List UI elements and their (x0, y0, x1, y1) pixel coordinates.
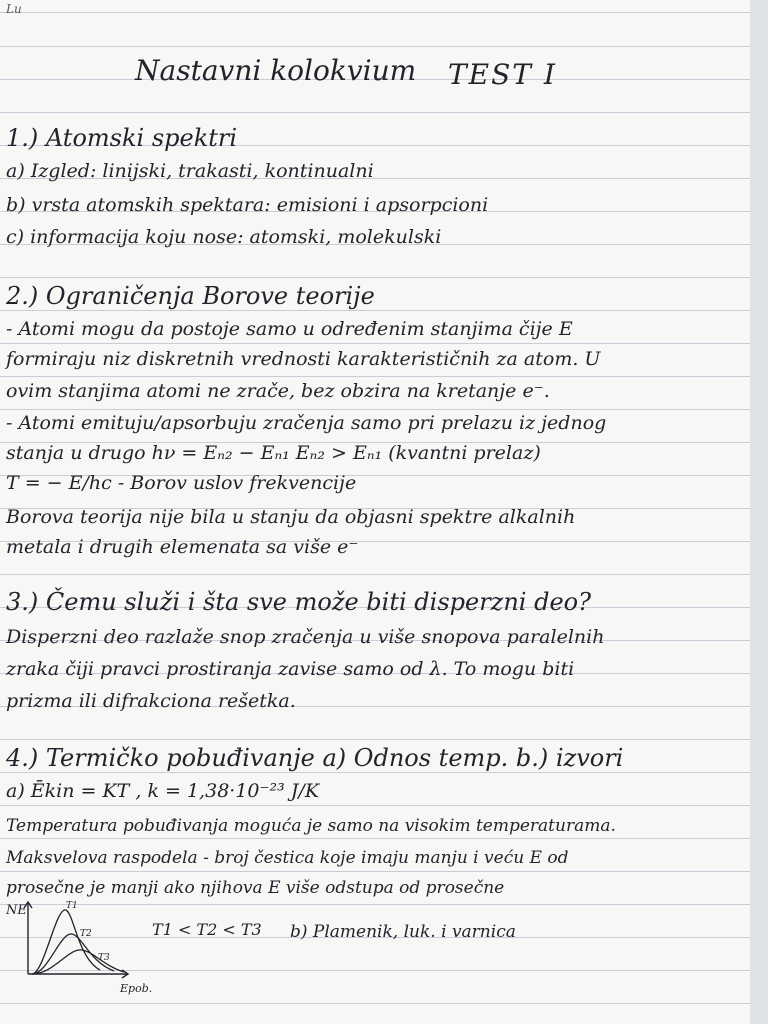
temperature-relation: T1 < T2 < T3 (152, 920, 262, 939)
section4-line-1: a) Ēkin = KT , k = 1,38·10⁻²³ J/K (6, 780, 320, 802)
curve-t1 (32, 910, 100, 974)
excitation-sources: b) Plamenik, luk. i varnica (290, 922, 516, 942)
graph-x-label: Epob. (120, 982, 153, 995)
section4-line-2: Temperatura pobuđivanja moguća je samo na visokim temperaturama. (6, 816, 616, 836)
section4-line-3: Maksvelova raspodela - broj čestica koje imaju manju i veću E od (6, 848, 569, 868)
section2-line-6: T = − E/hc - Borov uslov frekvencije (6, 472, 357, 494)
curve-label-t2: T2 (80, 929, 92, 939)
section4-heading: 4.) Termičko pobuđivanje a) Odnos temp. b.) izvori (6, 744, 624, 772)
section2-line-7: Borova teorija nije bila u stanju da objasni spektre alkalnih (6, 506, 576, 528)
page-edge (750, 0, 768, 1024)
corner-mark: Lu (6, 2, 22, 16)
section2-line-2: formiraju niz diskretnih vrednosti karakterističnih za atom. U (6, 348, 601, 370)
section2-heading: 2.) Ograničenja Borove teorije (6, 282, 375, 310)
section1-heading: 1.) Atomski spektri (6, 124, 238, 152)
section2-line-1: - Atomi mogu da postoje samo u određenim stanjima čije E (6, 318, 573, 340)
section3-line-2: zraka čiji pravci prostiranja zavise samo od λ. To mogu biti (6, 658, 575, 680)
section2-line-8: metala i drugih elemenata sa više e⁻ (6, 536, 359, 558)
section1-line-2: b) vrsta atomskih spektara: emisioni i apsorpcioni (6, 194, 489, 216)
section3-heading: 3.) Čemu služi i šta sve može biti disperzni deo? (6, 588, 591, 616)
section1-line-3: c) informacija koju nose: atomski, molekulski (6, 226, 442, 248)
section2-line-4: - Atomi emituju/apsorbuju zračenja samo pri prelazu iz jednog (6, 412, 607, 434)
section2-line-3: ovim stanjima atomi ne zrače, bez obzira na kretanje e⁻. (6, 380, 550, 402)
page-title: Nastavni kolokvium (135, 54, 417, 87)
curve-label-t1: T1 (66, 901, 78, 911)
section4-line-4: prosečne je manji ako njihova E više odstupa od prosečne (6, 878, 505, 898)
section1-line-1: a) Izgled: linijski, trakasti, kontinualni (6, 160, 374, 182)
section3-line-3: prizma ili difrakciona rešetka. (6, 690, 296, 712)
curve-t3 (32, 950, 124, 974)
curve-label-t3: T3 (98, 953, 110, 963)
section3-line-1: Disperzni deo razlaže snop zračenja u više snopova paralelnih (6, 626, 605, 648)
section2-line-5: stanja u drugo hν = Eₙ₂ − Eₙ₁ Eₙ₂ > Eₙ₁ (kvantni prelaz) (6, 442, 541, 464)
graph-y-label: NE (6, 903, 27, 918)
maxwell-distribution-sketch (4, 896, 154, 996)
test-label: TEST I (448, 58, 557, 91)
